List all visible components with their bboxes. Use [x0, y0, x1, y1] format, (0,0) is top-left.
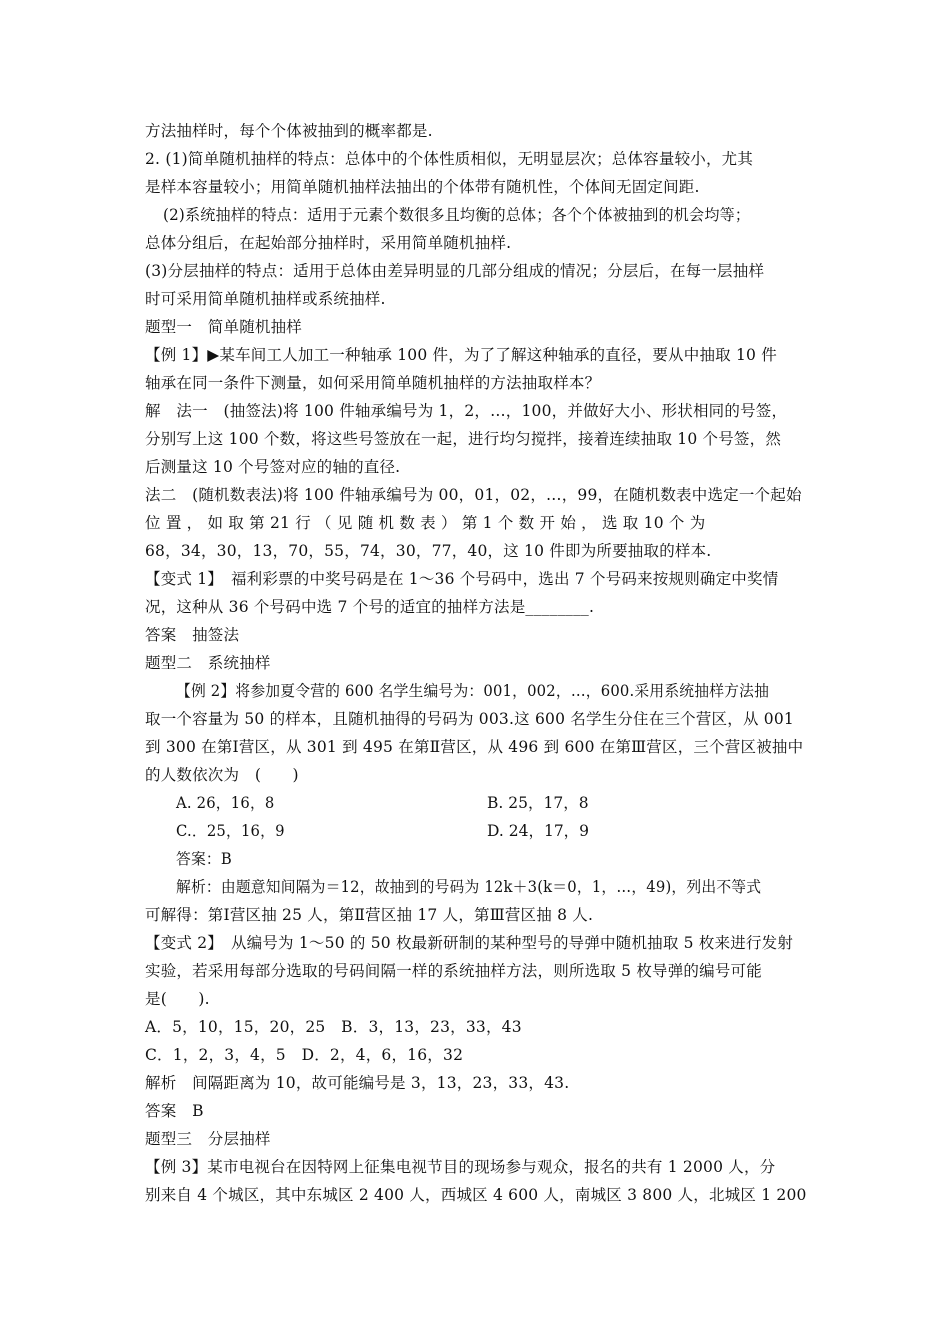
section-heading: 题型二 系统抽样 [145, 654, 271, 672]
text-line: 解析：由题意知间隔为＝12，故抽到的号码为 12k＋3(k＝0，1，…，49)，列出不等式 [176, 878, 762, 896]
text-line: 到 300 在第Ⅰ营区，从 301 到 495 在第Ⅱ营区，从 496 到 600 在第Ⅲ营区，三个营区被抽中 [145, 738, 804, 756]
option-a: A. 26，16，8 [176, 794, 275, 812]
answer-line: 答案：B [176, 850, 232, 868]
text-line: 法二 (随机数表法)将 100 件轴承编号为 00，01，02，…，99，在随机数表中选定一个起始 [145, 486, 802, 504]
text-line: 实验，若采用每部分选取的号码间隔一样的系统抽样方法，则所选取 5 枚导弹的编号可能 [145, 962, 762, 980]
text-line: 况，这种从 36 个号码中选 7 个号的适宜的抽样方法是________. [145, 598, 595, 616]
text-line: (3)分层抽样的特点：适用于总体由差异明显的几部分组成的情况；分层后，在每一层抽样 [145, 262, 765, 280]
section-heading: 题型三 分层抽样 [145, 1130, 271, 1148]
answer-line: 答案 抽签法 [145, 626, 240, 644]
option-d: D. 24，17，9 [487, 822, 590, 840]
text-line: 位 置 ， 如 取 第 21 行 （ 见 随 机 数 表 ） 第 1 个 数 开 始 ， 选 取 10 个 为 [145, 514, 706, 532]
text-line: 的人数依次为 ( ) [145, 766, 299, 784]
text-line: (2)系统抽样的特点：适用于元素个数很多且均衡的总体；各个个体被抽到的机会均等； [163, 206, 751, 224]
text-line: 可解得：第Ⅰ营区抽 25 人，第Ⅱ营区抽 17 人，第Ⅲ营区抽 8 人. [145, 906, 594, 924]
text-line: 【例 1】▶某车间工人加工一种轴承 100 件，为了了解这种轴承的直径，要从中抽取 10 件 [145, 346, 777, 364]
option-c: C.．25，16，9 [176, 822, 285, 840]
text-line: 后测量这 10 个号签对应的轴的直径. [145, 458, 401, 476]
text-line: 【例 2】将参加夏令营的 600 名学生编号为：001，002，…，600.采用系统抽样方法抽 [176, 682, 770, 700]
text-line: 分别写上这 100 个数，将这些号签放在一起，进行均匀搅拌，接着连续抽取 10 个号签，然 [145, 430, 782, 448]
text-line: 【变式 1】 福利彩票的中奖号码是在 1～36 个号码中，选出 7 个号码来按规则确定中奖情 [145, 570, 779, 588]
option-b: B. 25，17，8 [487, 794, 589, 812]
text-line: 解 法一 (抽签法)将 100 件轴承编号为 1，2，…，100，并做好大小、形状相同的号签， [145, 402, 788, 420]
text-line: 时可采用简单随机抽样或系统抽样. [145, 290, 386, 308]
section-heading: 题型一 简单随机抽样 [145, 318, 303, 336]
text-line: 【变式 2】 从编号为 1～50 的 50 枚最新研制的某种型号的导弹中随机抽取 5 枚来进行发射 [145, 934, 794, 952]
text-line: 68，34，30，13，70，55，74，30，77，40，这 10 件即为所要抽取的样本. [145, 542, 712, 560]
text-line: 解析 间隔距离为 10，故可能编号是 3，13，23，33，43. [145, 1074, 570, 1092]
text-line: 【例 3】某市电视台在因特网上征集电视节目的现场参与观众，报名的共有 1 2000 人，分 [145, 1158, 776, 1176]
text-line: 是( ). [145, 990, 210, 1008]
text-line: 总体分组后，在起始部分抽样时，采用简单随机抽样. [145, 234, 512, 252]
answer-line: 答案 B [145, 1102, 204, 1120]
text-line: 别来自 4 个城区，其中东城区 2 400 人，西城区 4 600 人，南城区 3 800 人，北城区 1 200 [145, 1186, 807, 1204]
text-line: 取一个容量为 50 的样本，且随机抽得的号码为 003.这 600 名学生分住在三个营区，从 001 [145, 710, 794, 728]
option-line: A．5，10，15，20，25 B．3，13，23，33，43 [145, 1018, 522, 1036]
text-line: 方法抽样时，每个个体被抽到的概率都是. [145, 122, 433, 140]
option-line: C．1，2，3，4，5 D．2，4，6，16，32 [145, 1046, 464, 1064]
text-line: 是样本容量较小；用简单随机抽样法抽出的个体带有随机性，个体间无固定间距. [145, 178, 700, 196]
text-line: 轴承在同一条件下测量，如何采用简单随机抽样的方法抽取样本？ [145, 374, 601, 392]
text-line: 2. (1)简单随机抽样的特点：总体中的个体性质相似，无明显层次；总体容量较小，尤其 [145, 150, 754, 168]
